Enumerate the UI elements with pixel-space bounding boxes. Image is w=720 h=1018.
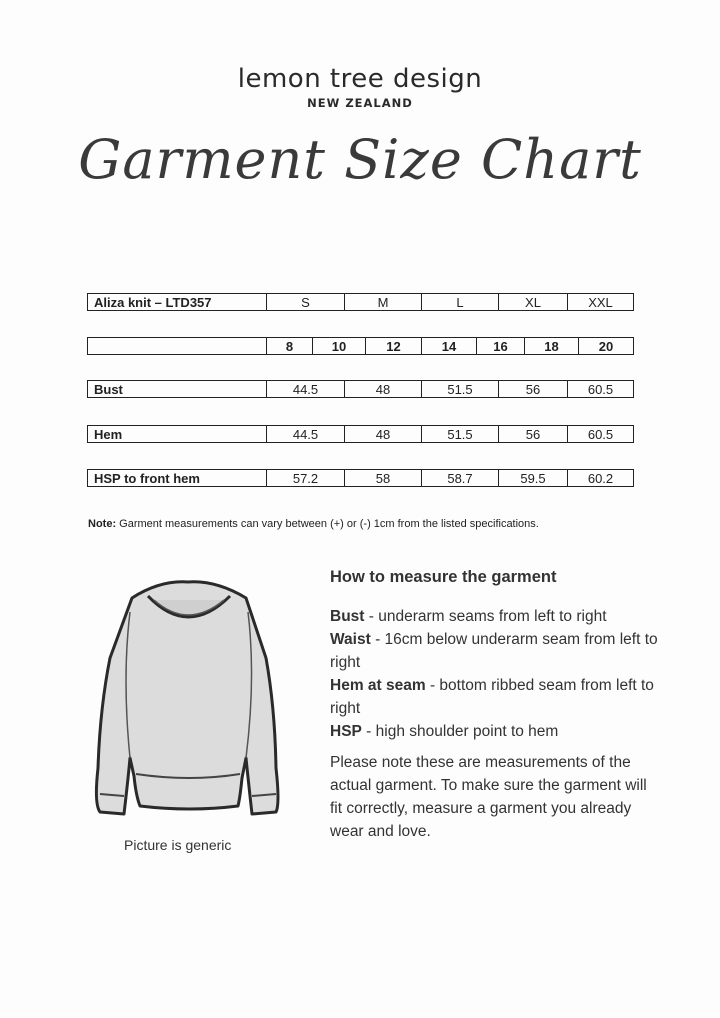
table-cell: 56 xyxy=(499,381,568,398)
numeric-size-row xyxy=(88,338,634,355)
measure-paragraph: Please note these are measurements of the actual garment. To make sure the garment will fit correctly, measure a garment you already wear and love. xyxy=(330,754,647,840)
empty-cell xyxy=(88,338,267,355)
hsp-table xyxy=(87,469,634,487)
table-cell: 58.7 xyxy=(422,470,499,487)
table-cell: 51.5 xyxy=(422,426,499,443)
how-to-heading: How to measure the garment xyxy=(330,568,557,586)
size-label: XL xyxy=(499,294,568,311)
table-row xyxy=(88,470,634,487)
page-title: Garment Size Chart xyxy=(78,128,642,191)
table-cell: 48 xyxy=(345,381,422,398)
brand-name: lemon tree design xyxy=(237,64,483,94)
measure-desc: - bottom ribbed seam from left to right xyxy=(330,677,654,717)
measure-item xyxy=(330,720,660,743)
note-label: Note: xyxy=(88,518,117,530)
table-row xyxy=(88,426,634,443)
measure-item xyxy=(330,628,660,674)
table-cell: 60.5 xyxy=(568,426,634,443)
table-cell: 60.5 xyxy=(568,381,634,398)
measure-term: Waist xyxy=(330,631,371,648)
numeric-size: 12 xyxy=(366,338,422,355)
size-label: M xyxy=(345,294,422,311)
illustration-caption: Picture is generic xyxy=(124,837,232,853)
measure-desc: - 16cm below underarm seam from left to right xyxy=(330,631,658,671)
measure-desc: - underarm seams from left to right xyxy=(364,608,607,625)
table-cell: 56 xyxy=(499,426,568,443)
how-to-measure xyxy=(330,566,660,843)
brand-country: NEW ZEALAND xyxy=(307,96,413,110)
measure-item xyxy=(330,605,660,628)
numeric-size: 10 xyxy=(313,338,366,355)
table-cell: 51.5 xyxy=(422,381,499,398)
table-cell: 58 xyxy=(345,470,422,487)
numeric-size-table xyxy=(87,337,634,355)
numeric-size: 14 xyxy=(422,338,477,355)
row-label: Hem xyxy=(88,426,267,443)
row-label: HSP to front hem xyxy=(88,470,267,487)
sweater-illustration xyxy=(70,568,300,828)
brand-logo xyxy=(0,64,720,110)
numeric-size: 18 xyxy=(525,338,579,355)
table-cell: 59.5 xyxy=(499,470,568,487)
measure-term: HSP xyxy=(330,723,362,740)
size-header-table xyxy=(87,293,634,311)
table-cell: 60.2 xyxy=(568,470,634,487)
numeric-size: 8 xyxy=(267,338,313,355)
numeric-size: 20 xyxy=(579,338,634,355)
note-text: Garment measurements can vary between (+) or (-) 1cm from the listed specifications. xyxy=(116,518,539,530)
size-label: XXL xyxy=(568,294,634,311)
measurement-note xyxy=(88,518,539,530)
table-cell: 57.2 xyxy=(267,470,345,487)
table-cell: 44.5 xyxy=(267,381,345,398)
size-label: S xyxy=(267,294,345,311)
row-label: Bust xyxy=(88,381,267,398)
measure-term: Bust xyxy=(330,608,365,625)
measure-desc: - high shoulder point to hem xyxy=(361,723,559,740)
size-label: L xyxy=(422,294,499,311)
table-cell: 48 xyxy=(345,426,422,443)
numeric-size: 16 xyxy=(477,338,525,355)
table-row xyxy=(88,381,634,398)
measure-item xyxy=(330,674,660,720)
size-header-row xyxy=(88,294,634,311)
product-name: Aliza knit – LTD357 xyxy=(88,294,267,311)
measure-term: Hem at seam xyxy=(330,677,426,694)
bust-table xyxy=(87,380,634,398)
table-cell: 44.5 xyxy=(267,426,345,443)
hem-table xyxy=(87,425,634,443)
